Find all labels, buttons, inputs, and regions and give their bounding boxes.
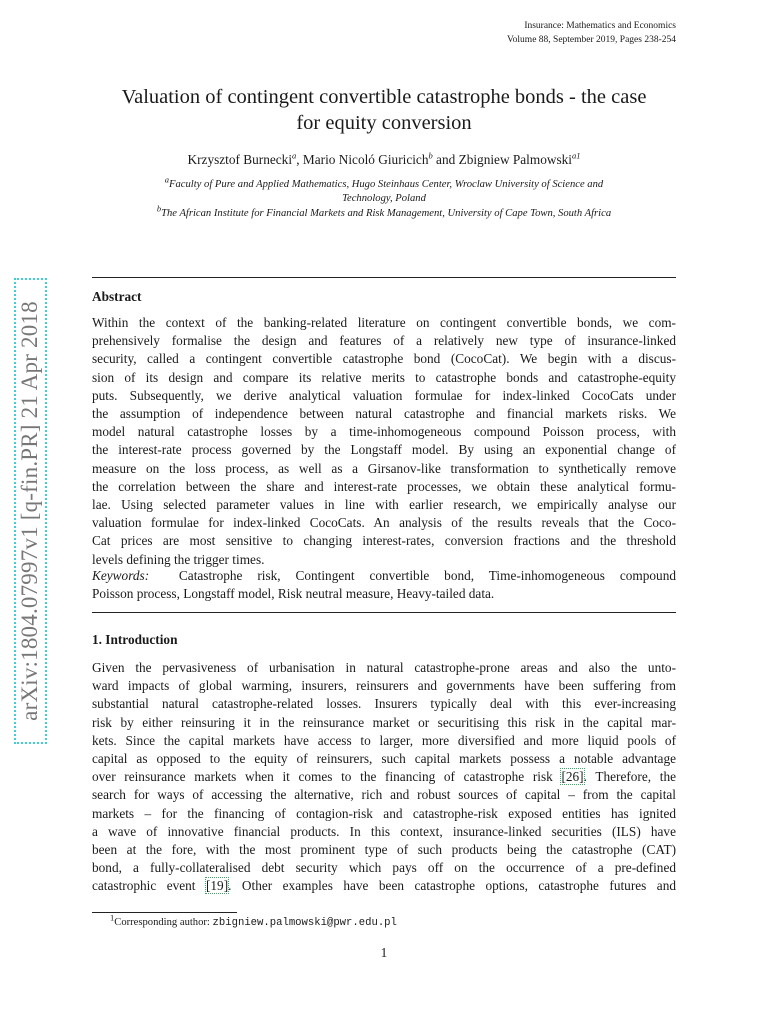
abstract-line: sion of its design and compare its relative merits to catastrophe bonds and catastrophe-equity: [92, 369, 676, 385]
intro-line: capital as opposed to the equity of reinsurers, such capital markets possess a notable advantage: [92, 751, 676, 767]
abstract-bottom-rule: [92, 612, 676, 613]
intro-text: . Other examples have been catastrophe options, catastrophe futures and: [228, 878, 677, 894]
title-line: for equity conversion: [296, 112, 472, 134]
affiliation-text: The African Institute for Financial Markets and Risk Management, University of Cape Town, South Africa: [161, 208, 612, 219]
journal-name: Insurance: Mathematics and Economics: [524, 21, 676, 31]
affiliation: [92, 203, 676, 221]
abstract-line: the interest-rate process governed by the Longstaff model. By using an exponential change of: [92, 442, 676, 458]
keywords-line: Poisson process, Longstaff model, Risk neutral measure, Heavy-tailed data.: [92, 586, 495, 602]
intro-line: [92, 877, 676, 895]
section-heading-introduction: 1. Introduction: [92, 632, 178, 647]
author-affiliation-marker: b: [428, 150, 433, 161]
keywords-line: [92, 567, 676, 585]
abstract-heading: Abstract: [92, 289, 142, 304]
abstract-line: puts. Subsequently, we derive analytical valuation formulae for index-linked CocoCats under: [92, 387, 676, 403]
intro-line: kets. Since the capital markets have access to larger, more diversified and more liquid pools of: [92, 732, 676, 748]
abstract-line: model natural catastrophe losses by a time-inhomogeneous compound Poisson process, with: [92, 424, 676, 440]
abstract-line: Within the context of the banking-related literature on contingent convertible bonds, we com-: [92, 315, 676, 330]
title-line: Valuation of contingent convertible catastrophe bonds - the case: [121, 86, 647, 108]
intro-line: ward impacts of global warming, insurers, reinsurers and governments have been suffering from: [92, 678, 676, 694]
affiliation-text: Faculty of Pure and Applied Mathematics, Hugo Steinhaus Center, Wroclaw University of Science and: [169, 179, 604, 190]
arxiv-stamp-text: arXiv:1804.07997v1 [q-fin.PR] 21 Apr 2018: [17, 301, 42, 721]
introduction-body: [92, 659, 676, 896]
affiliation-line: [92, 203, 676, 221]
intro-line: been at the fore, with the most prominent type of such products being the catastrophe (CAT): [92, 842, 676, 858]
citation-link[interactable]: [19]: [205, 878, 229, 894]
abstract-line: valuation formulae for index-linked CocoCats. An analysis of the results reveals that the Coco-: [92, 515, 676, 531]
footnote: [110, 912, 397, 930]
abstract-body: [92, 314, 676, 569]
intro-line: a wave of innovative financial products. In this context, insurance-linked securities (ILS) have: [92, 823, 676, 839]
author-name: Zbigniew Palmowski: [458, 152, 572, 167]
intro-line: [92, 768, 676, 786]
intro-line: bond, a fully-collateralised debt security which pays off on the occurrence of a pre-defined: [92, 860, 676, 876]
abstract-line: prehensively formalise the design and features of a relatively new type of insurance-linked: [92, 333, 676, 349]
author-affiliation-marker: a1: [571, 150, 581, 161]
intro-text: over reinsurance markets when it comes to the financing of catastrophe risk: [92, 769, 562, 785]
journal-header: [507, 19, 676, 47]
intro-line: markets – for the financing of contagion-risk and catastrophe-risk exposed entities has ignited: [92, 805, 676, 821]
keywords: [92, 567, 676, 603]
author-affiliation-marker: a: [292, 150, 297, 161]
page-number: 1: [380, 945, 388, 960]
footnote-text: Corresponding author:: [114, 917, 213, 928]
intro-line: Given the pervasiveness of urbanisation in natural catastrophe-prone areas and also the unto-: [92, 660, 676, 675]
citation-link[interactable]: [26]: [561, 769, 584, 785]
abstract-line: levels defining the trigger times.: [92, 551, 265, 567]
footnote-email-link[interactable]: zbigniew.palmowski@pwr.edu.pl: [212, 917, 397, 929]
footnote-marker: 1: [110, 912, 115, 923]
keywords-text: Catastrophe risk, Contingent convertible bond, Time-inhomogeneous compound: [178, 568, 677, 583]
intro-text: catastrophic event: [92, 878, 206, 894]
arxiv-stamp[interactable]: [14, 278, 47, 744]
abstract-line: Cat prices are most sensitive to changing interest-rates, conversion fractions and the threshold: [92, 533, 676, 549]
affiliation-marker: b: [156, 203, 162, 214]
affiliation-line: Technology, Poland: [342, 193, 426, 204]
abstract-line: security, called a contingent convertible catastrophe bond (CocoCat). We begin with a discus-: [92, 351, 676, 367]
abstract-line: the assumption of independence between natural catastrophe and financial markets risks. We: [92, 406, 676, 422]
paper-title: [92, 84, 676, 136]
author-list: [92, 151, 676, 169]
journal-volume: Volume 88, September 2019, Pages 238-254: [507, 35, 676, 45]
intro-text: . Therefore, the: [583, 769, 676, 785]
author-name: Krzysztof Burnecki: [187, 152, 293, 167]
keywords-label: Keywords:: [92, 568, 150, 583]
abstract-line: lae. Using selected parameter values in line with earlier research, we empirically analyse our: [92, 497, 676, 513]
affiliation-line: [92, 174, 676, 192]
abstract-line: the correlation between the share and interest-rate processes, we obtain these analytical formu-: [92, 478, 676, 494]
intro-line: substantial natural catastrophe-related losses. Insurers typically deal with this ever-increasing: [92, 696, 676, 712]
author-name: Mario Nicoló Giuricich: [302, 152, 429, 167]
affiliation-marker: a: [164, 174, 170, 185]
intro-line: search for ways of accessing the alternative, rich and robust sources of capital – from the capital: [92, 787, 676, 803]
author-separator: ,: [296, 152, 303, 167]
author-separator: and: [432, 152, 459, 167]
abstract-top-rule: [92, 277, 676, 278]
affiliation: [92, 174, 676, 206]
abstract-line: measure on the loss process, as well as a Girsanov-like transformation to synthetically remove: [92, 460, 676, 476]
intro-line: risk by either reinsuring it in the reinsurance market or securitising this risk in the capital mar-: [92, 714, 676, 730]
